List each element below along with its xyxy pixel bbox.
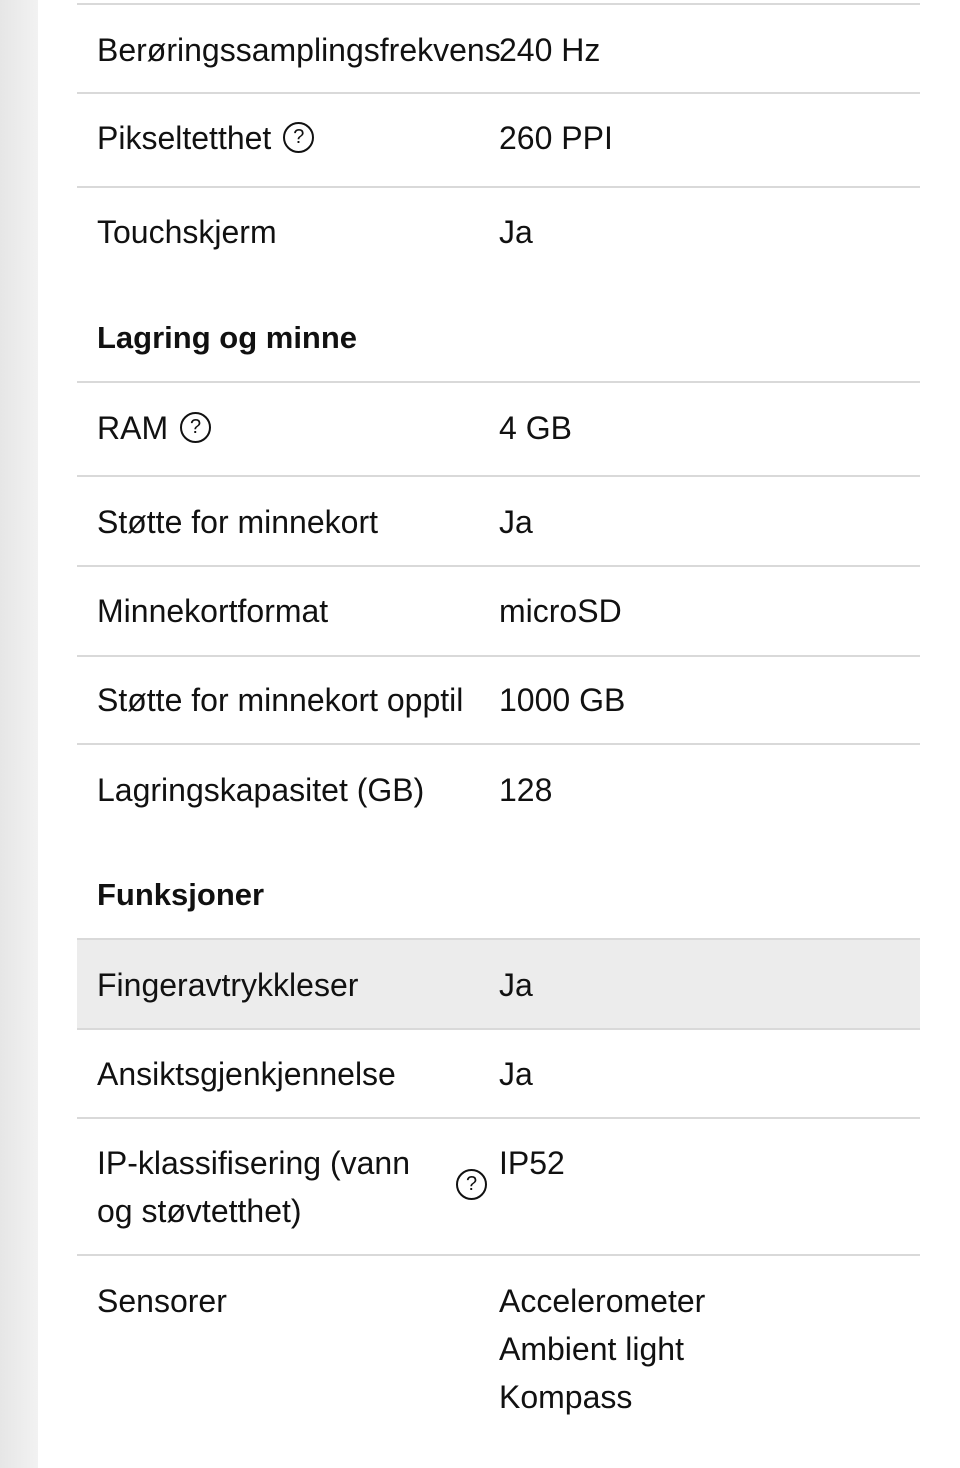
spec-label: Støtte for minnekort (97, 504, 378, 540)
spec-label: Lagringskapasitet (GB) (97, 772, 425, 808)
spec-label: Touchskjerm (97, 214, 277, 250)
spec-row-ip-rating (77, 1119, 920, 1254)
spec-row-sensors (77, 1256, 920, 1468)
section-title-features: Funksjoner (97, 877, 265, 912)
spec-label: Fingeravtrykkleser (97, 967, 359, 1003)
help-icon[interactable]: ? (180, 412, 211, 443)
help-icon[interactable]: ? (456, 1169, 487, 1200)
spec-value: IP52 (499, 1145, 565, 1181)
section-title-storage: Lagring og minne (97, 320, 358, 355)
spec-label: Støtte for minnekort opptil (97, 682, 464, 718)
spec-value: Ja (499, 504, 533, 540)
spec-value: 4 GB (499, 410, 572, 446)
spec-row-memory-card-support (77, 477, 920, 565)
sensor-item: Kompass (499, 1379, 633, 1415)
spec-value: Ja (499, 1056, 533, 1092)
spec-row-storage-capacity (77, 745, 920, 835)
sensor-item: Ambient light (499, 1331, 684, 1367)
spec-value: 1000 GB (499, 682, 626, 718)
spec-row-ram (77, 383, 920, 475)
spec-label (97, 114, 314, 162)
spec-row-touch-sampling (77, 4, 920, 92)
spec-row-memory-card-max (77, 657, 920, 744)
spec-row-face-recognition (77, 1030, 920, 1117)
spec-row-touchscreen (77, 188, 920, 280)
spec-value: 128 (499, 772, 553, 808)
spec-label-text: RAM (97, 410, 169, 446)
spec-label (97, 404, 211, 452)
spec-row-fingerprint-reader (77, 940, 920, 1028)
spec-label: Berøringssamplingsfrekvens (97, 32, 501, 68)
spec-label-text: Pikseltetthet (97, 120, 272, 156)
help-icon[interactable]: ? (283, 122, 314, 153)
spec-label-line-2: og støvtetthet) (97, 1193, 302, 1229)
spec-value-list (499, 1277, 705, 1421)
spec-label: Sensorer (97, 1283, 227, 1319)
spec-row-pixel-density (77, 94, 920, 186)
spec-value: 260 PPI (499, 120, 613, 156)
spec-label-line-1: IP-klassifisering (vann (97, 1145, 410, 1181)
sensor-item: Accelerometer (499, 1283, 706, 1319)
spec-value: Ja (499, 214, 533, 250)
spec-label: Ansiktsgjenkjennelse (97, 1056, 396, 1092)
left-gutter (0, 0, 38, 1468)
spec-value: Ja (499, 967, 533, 1003)
spec-label: Minnekortformat (97, 593, 329, 629)
spec-row-memory-card-format (77, 567, 920, 655)
spec-value: microSD (499, 593, 622, 629)
spec-value: 240 Hz (499, 32, 601, 68)
